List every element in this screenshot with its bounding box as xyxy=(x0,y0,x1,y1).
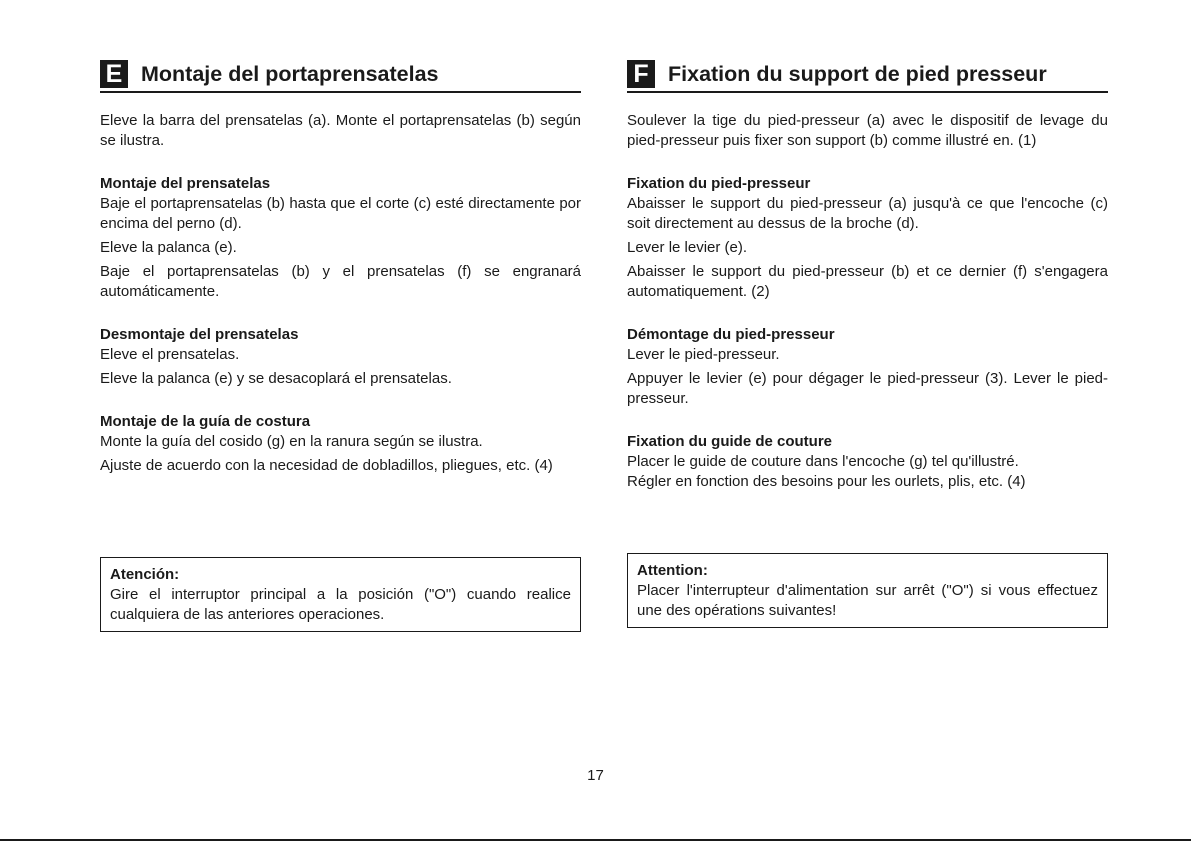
guide-step-1: Placer le guide de couture dans l'encoche (g) tel qu'illustré. xyxy=(627,453,1019,470)
guide-block xyxy=(100,412,581,476)
removal-block xyxy=(627,325,1108,409)
removal-block xyxy=(100,325,581,389)
removal-step-1: Lever le pied-presseur. xyxy=(627,346,780,363)
guide-heading: Montaje de la guía de costura xyxy=(100,413,311,430)
mounting-step-3: Abaisser le support du pied-presseur (b) et ce dernier (f) s'engagera automatiquement. (2) xyxy=(627,263,1108,300)
spanish-warning-box xyxy=(100,557,581,632)
page-number: 17 xyxy=(587,767,604,784)
intro-block xyxy=(627,111,1108,151)
mounting-block xyxy=(627,174,1108,302)
section-letter-badge: E xyxy=(100,60,128,88)
warning-title: Attention: xyxy=(637,562,708,579)
removal-heading: Démontage du pied-presseur xyxy=(627,326,835,343)
section-letter-badge: F xyxy=(627,60,655,88)
mounting-step-2: Eleve la palanca (e). xyxy=(100,239,237,256)
mounting-step-1: Abaisser le support du pied-presseur (a) jusqu'à ce que l'encoche (c) soit directement au dessus de la broche (d). xyxy=(627,195,1108,232)
guide-block xyxy=(627,432,1108,492)
mounting-heading: Montaje del prensatelas xyxy=(100,175,271,192)
removal-step-2: Eleve la palanca (e) y se desacoplará el prensatelas. xyxy=(100,370,452,387)
removal-heading: Desmontaje del prensatelas xyxy=(100,326,299,343)
intro-paragraph: Eleve la barra del prensatelas (a). Monte el portaprensatelas (b) según se ilustra. xyxy=(100,112,581,149)
intro-block xyxy=(100,111,581,151)
section-title: Montaje del portaprensatelas xyxy=(141,62,439,86)
guide-heading: Fixation du guide de couture xyxy=(627,433,833,450)
guide-step-2: Ajuste de acuerdo con la necesidad de dobladillos, pliegues, etc. (4) xyxy=(100,457,553,474)
warning-text: Placer l'interrupteur d'alimentation sur arrêt ("O") si vous effectuez une des opérations suivantes! xyxy=(637,582,1098,619)
mounting-block xyxy=(100,174,581,302)
french-section xyxy=(627,58,1108,515)
spanish-section xyxy=(100,58,581,499)
mounting-heading: Fixation du pied-presseur xyxy=(627,175,811,192)
removal-step-2: Appuyer le levier (e) pour dégager le pied-presseur (3). Lever le pied-presseur. xyxy=(627,370,1108,407)
mounting-step-2: Lever le levier (e). xyxy=(627,239,748,256)
mounting-step-1: Baje el portaprensatelas (b) hasta que el corte (c) esté directamente por encima del perno (d). xyxy=(100,195,581,232)
warning-title: Atención: xyxy=(110,566,180,583)
guide-step-1: Monte la guía del cosido (g) en la ranura según se ilustra. xyxy=(100,433,483,450)
removal-step-1: Eleve el prensatelas. xyxy=(100,346,240,363)
intro-paragraph: Soulever la tige du pied-presseur (a) avec le dispositif de levage du pied-presseur puis fixer son support (b) comme illustré en. (1) xyxy=(627,112,1108,149)
guide-step-2: Régler en fonction des besoins pour les ourlets, plis, etc. (4) xyxy=(627,473,1026,490)
warning-text: Gire el interruptor principal a la posición ("O") cuando realice cualquiera de las anteriores operaciones. xyxy=(110,586,571,623)
section-header-e xyxy=(100,58,581,93)
section-header-f xyxy=(627,58,1108,93)
french-warning-box xyxy=(627,553,1108,628)
mounting-step-3: Baje el portaprensatelas (b) y el prensatelas (f) se engranará automáticamente. xyxy=(100,263,581,300)
section-title: Fixation du support de pied presseur xyxy=(668,62,1047,86)
